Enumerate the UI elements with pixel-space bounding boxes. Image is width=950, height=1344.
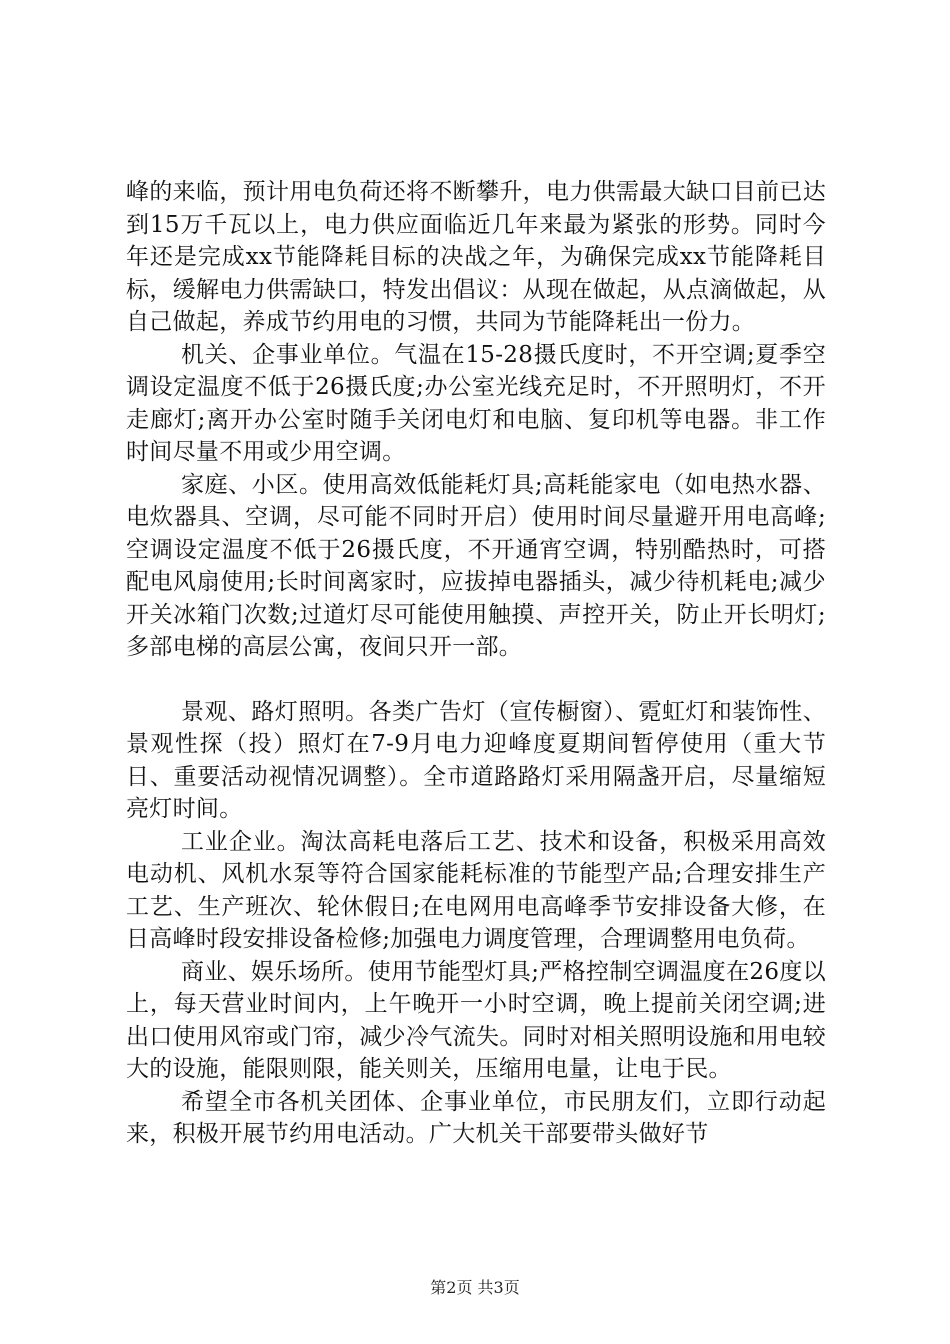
- paragraph-continuation: 峰的来临，预计用电负荷还将不断攀升，电力供需最大缺口目前已达到15万千瓦以上，电力供应面临近几年来最为紧张的形势。同时今年还是完成xx节能降耗目标的决战之年，为确保完成xx节能降耗目标，缓解电力供需缺口，特发出倡议：从现在做起，从点滴做起，从自己做起，养成节约用电的习惯，共同为节能降耗出一份力。: [126, 179, 826, 335]
- paragraph-agencies: 机关、企事业单位。气温在15-28摄氏度时，不开空调;夏季空调设定温度不低于26摄氏度;办公室光线充足时，不开照明灯，不开走廊灯;离开办公室时随手关闭电灯和电脑、复印机等电器。非工作时间尽量不用或少用空调。: [126, 341, 826, 465]
- document-body: [126, 176, 826, 1151]
- paragraph-commerce: 商业、娱乐场所。使用节能型灯具;严格控制空调温度在26度以上，每天营业时间内，上午晚开一小时空调，晚上提前关闭空调;进出口使用风帘或门帘，减少冷气流失。同时对相关照明设施和用电较大的设施，能限则限，能关则关，压缩用电量，让电于民。: [126, 958, 826, 1082]
- paragraph-industry: 工业企业。淘汰高耗电落后工艺、技术和设备，积极采用高效电动机、风机水泵等符合国家能耗标准的节能型产品;合理安排生产工艺、生产班次、轮休假日;在电网用电高峰季节安排设备大修，在日高峰时段安排设备检修;加强电力调度管理，合理调整用电负荷。: [126, 828, 826, 952]
- paragraph-appeal: 希望全市各机关团体、企事业单位，市民朋友们，立即行动起来，积极开展节约用电活动。广大机关干部要带头做好节: [126, 1088, 826, 1147]
- paragraph-lighting: 景观、路灯照明。各类广告灯（宣传橱窗）、霓虹灯和装饰性、景观性探（投）照灯在7-9月电力迎峰度夏期间暂停使用（重大节日、重要活动视情况调整）。全市道路路灯采用隔盏开启，尽量缩短亮灯时间。: [126, 698, 826, 822]
- page-number-footer: 第2页 共3页: [430, 1278, 520, 1297]
- paragraph-households: 家庭、小区。使用高效低能耗灯具;高耗能家电（如电热水器、电炊器具、空调，尽可能不同时开启）使用时间尽量避开用电高峰;空调设定温度不低于26摄氏度，不开通宵空调，特别酷热时，可搭配电风扇使用;长时间离家时，应拔掉电器插头，减少待机耗电;减少开关冰箱门次数;过道灯尽可能使用触摸、声控开关，防止开长明灯;多部电梯的高层公寓，夜间只开一部。: [126, 471, 826, 660]
